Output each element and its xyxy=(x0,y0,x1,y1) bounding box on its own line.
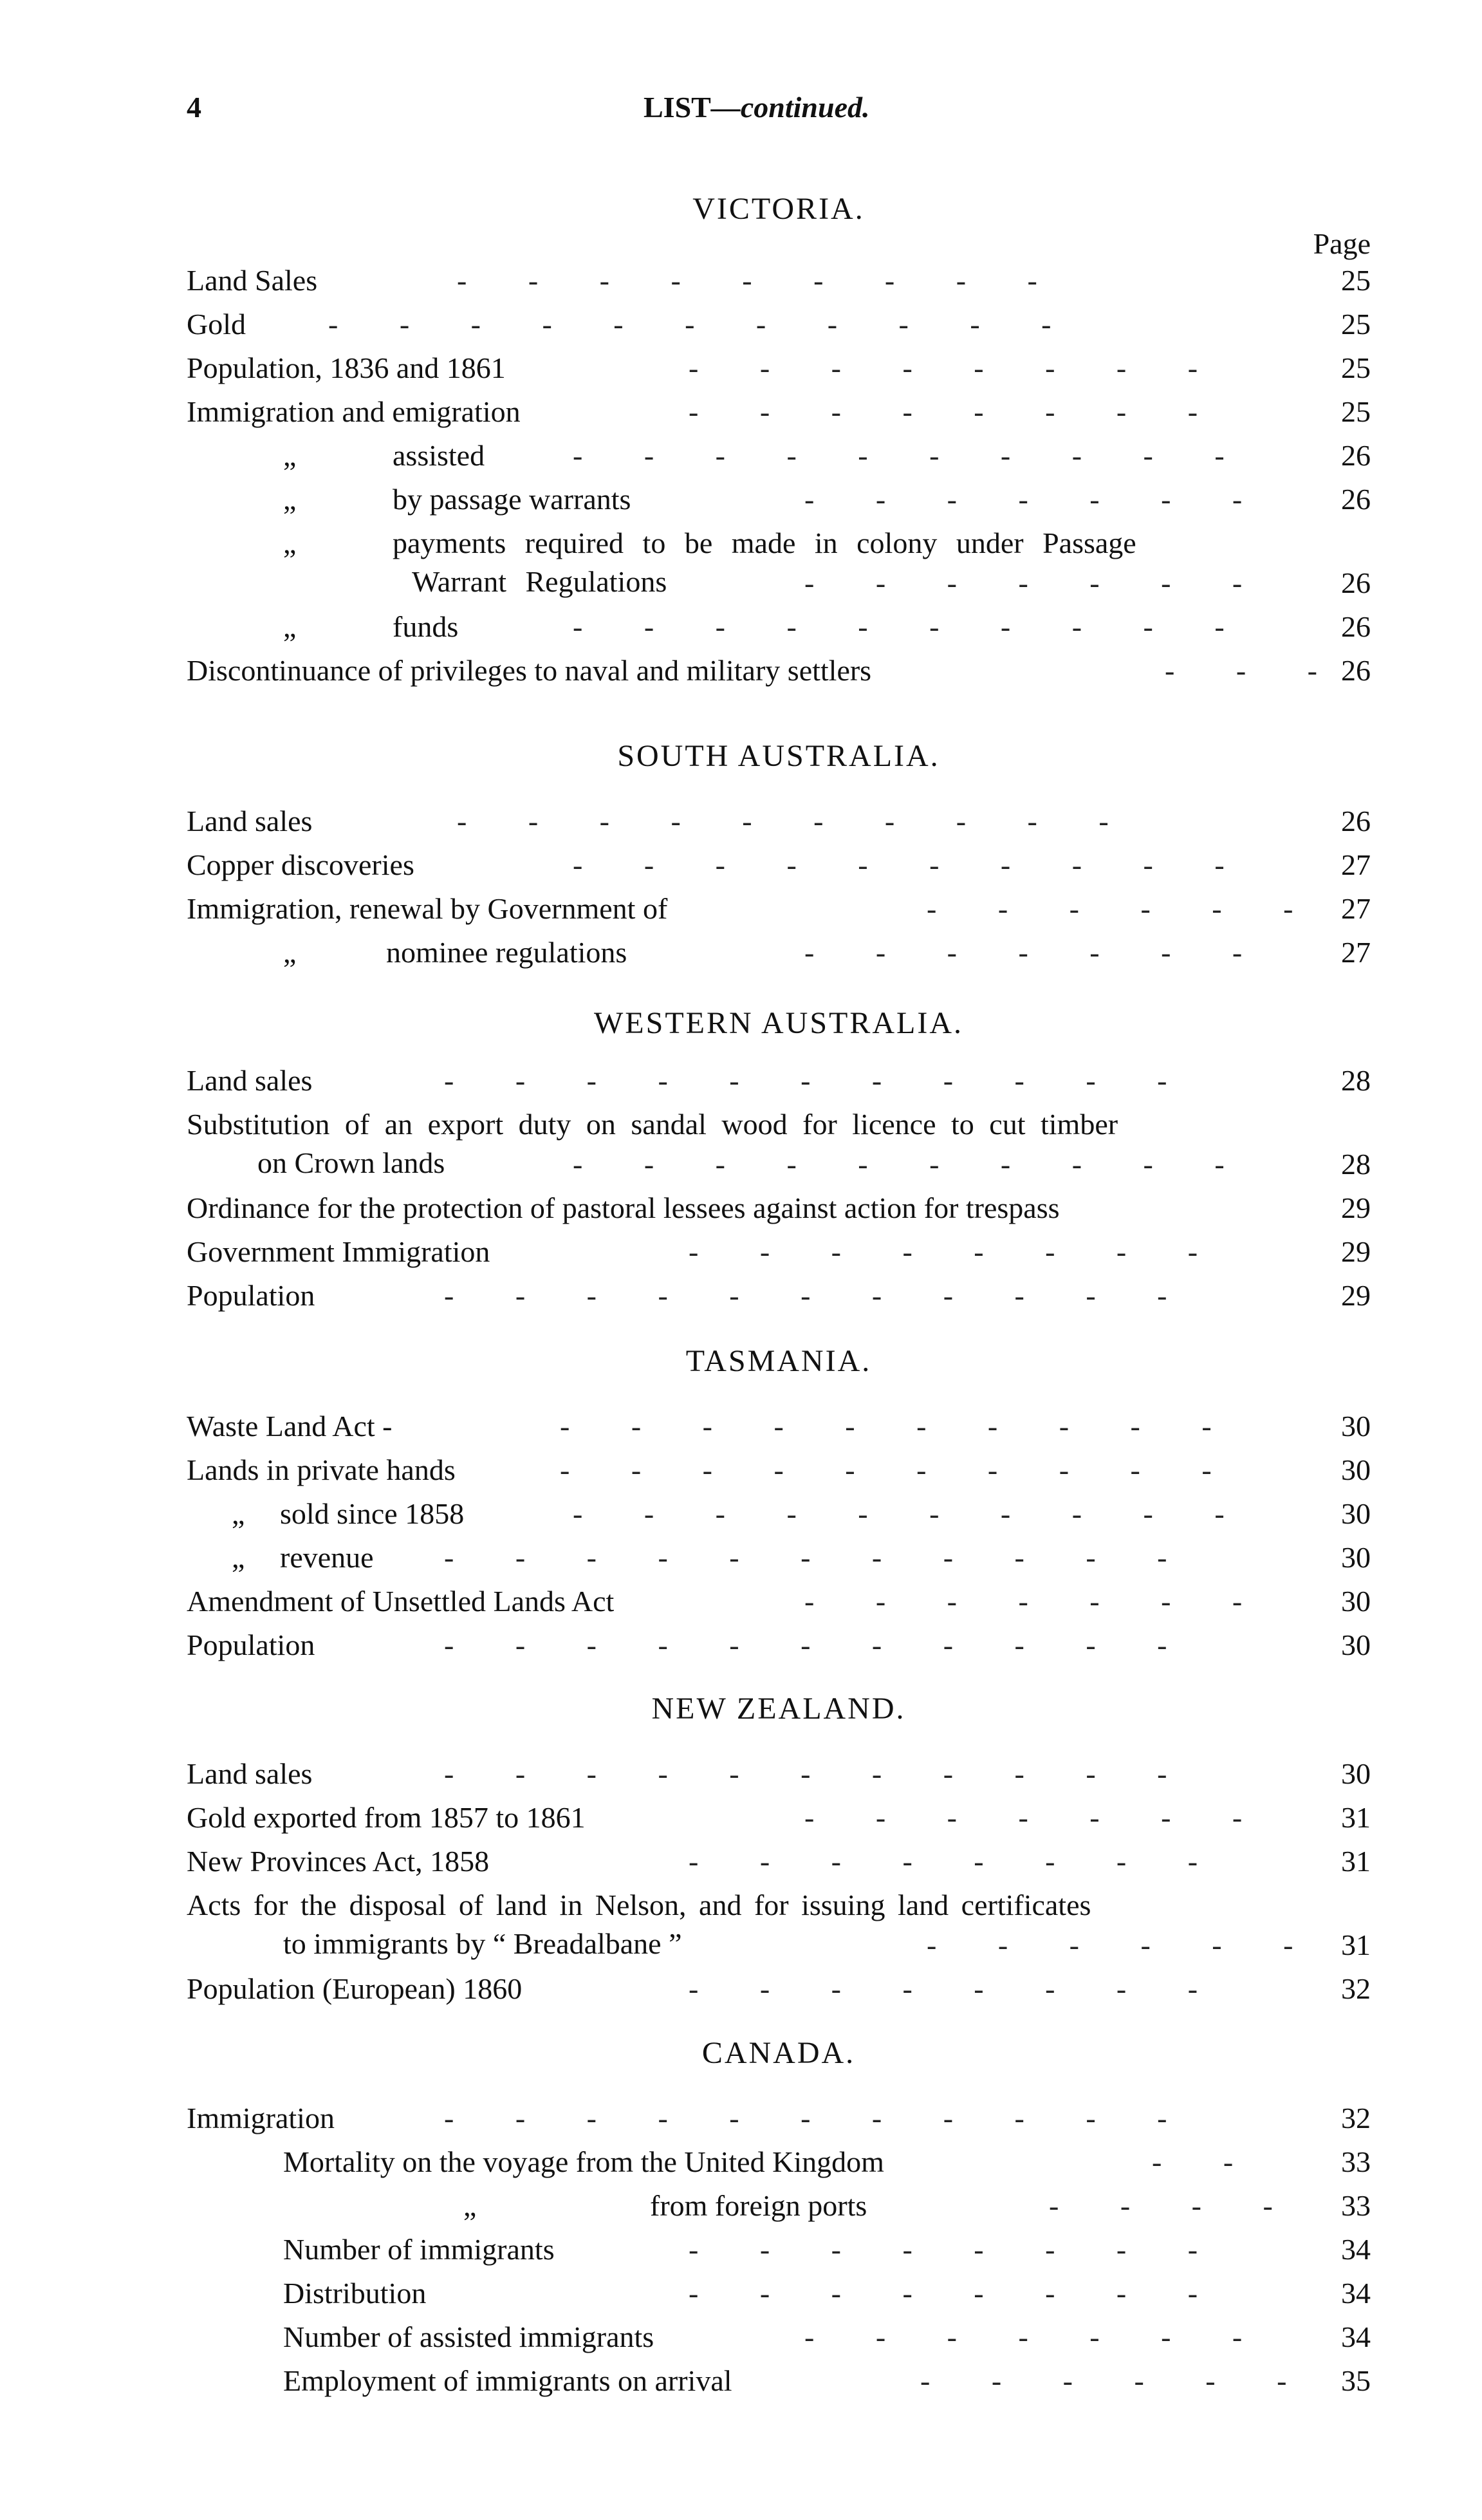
entry-label: Lands in private hands xyxy=(187,1453,456,1486)
list-item xyxy=(187,649,1371,693)
entry-label: Number of assisted immigrants xyxy=(283,2320,654,2353)
entry-page: 31 xyxy=(1341,1845,1371,1878)
entry-page: 30 xyxy=(1341,1757,1371,1790)
leader-dashes: - - - - - - xyxy=(927,892,1320,925)
section-title: CANADA. xyxy=(701,2036,856,2070)
list-item xyxy=(187,2228,1371,2272)
entry-label: Immigration and emigration xyxy=(187,395,521,428)
entry-label: sold since 1858 xyxy=(280,1497,465,1530)
leader-dashes: - - - - - - - - - - xyxy=(573,1497,1252,1530)
list-item xyxy=(187,1492,1371,1536)
entry-label-line2: on Crown lands xyxy=(257,1146,445,1179)
list-item xyxy=(187,1186,1371,1230)
leader-dashes: - - - - - - - - - - - xyxy=(328,308,1079,341)
entry-page: 31 xyxy=(1341,1928,1371,1961)
list-item xyxy=(187,1405,1371,1448)
entry-label: Amendment of Unsettled Lands Act xyxy=(187,1585,615,1618)
entry-label: Population (European) 1860 xyxy=(187,1972,523,2005)
list-item xyxy=(187,1103,1371,1186)
entry-label: Population xyxy=(187,1279,315,1312)
entry-page: 27 xyxy=(1341,936,1371,969)
section-title: SOUTH AUSTRALIA. xyxy=(617,739,940,773)
entry-page: 32 xyxy=(1341,1972,1371,2005)
leader-dashes: - - - - - - - - - - - xyxy=(444,1064,1194,1097)
entry-page: 26 xyxy=(1341,483,1371,516)
leader-dashes: - - - - - - - - xyxy=(689,2277,1225,2310)
leader-dashes: - - - - - - - - - - - xyxy=(444,1757,1194,1790)
list-item xyxy=(187,521,1371,605)
ditto-mark: „ xyxy=(232,1497,245,1530)
entry-page: 29 xyxy=(1341,1235,1371,1268)
running-head-text: LIST xyxy=(644,91,711,124)
entry-label: Land sales xyxy=(187,805,313,837)
leader-dashes: - - - - - - - - - - xyxy=(573,1148,1252,1181)
entry-page: 25 xyxy=(1341,264,1371,297)
leader-dashes: - - - - - - - - - - - xyxy=(444,2102,1194,2134)
entry-page: 26 xyxy=(1341,439,1371,472)
list-item xyxy=(187,931,1371,975)
leader-dashes: - - - - xyxy=(1049,2189,1300,2222)
list-item xyxy=(187,2140,1371,2184)
leader-dashes: - - - xyxy=(1165,654,1344,687)
entry-label: Employment of immigrants on arrival xyxy=(283,2364,732,2397)
leader-dashes: - - - - - - - - - - - xyxy=(444,1541,1194,1574)
entry-page: 34 xyxy=(1341,2277,1371,2310)
entry-page: 28 xyxy=(1341,1148,1371,1181)
list-item xyxy=(187,2272,1371,2315)
entry-label: Number of immigrants xyxy=(283,2233,555,2266)
entry-label: nominee regulations xyxy=(386,936,627,969)
leader-dashes: - - - - - - - - xyxy=(689,395,1225,428)
list-item xyxy=(187,843,1371,887)
list-item xyxy=(187,799,1371,843)
entry-page: 30 xyxy=(1341,1541,1371,1574)
leader-dashes: - - - - - - - xyxy=(804,566,1270,599)
leader-dashes: - - xyxy=(1152,2145,1261,2178)
leader-dashes: - - - - - - - - xyxy=(689,1235,1225,1268)
entry-page: 25 xyxy=(1341,308,1371,341)
list-item xyxy=(187,1883,1371,1967)
list-item xyxy=(187,1796,1371,1840)
entry-page: 28 xyxy=(1341,1064,1371,1097)
leader-dashes: - - - - - - - - - xyxy=(457,264,1064,297)
leader-dashes: - - - - - - - - xyxy=(689,351,1225,384)
leader-dashes: - - - - - - - - - - xyxy=(560,1453,1239,1486)
entry-page: 25 xyxy=(1341,351,1371,384)
entry-label: from foreign ports xyxy=(650,2189,867,2222)
leader-dashes: - - - - - - xyxy=(927,1928,1320,1961)
entry-page: 33 xyxy=(1341,2189,1371,2222)
leader-dashes: - - - - - - - - - - xyxy=(573,848,1252,881)
leader-dashes: - - - - - - - xyxy=(804,936,1270,969)
list-item xyxy=(187,887,1371,931)
leader-dashes: - - - - - - - - xyxy=(689,2233,1225,2266)
page-header xyxy=(0,90,1482,142)
running-head-continued: —continued. xyxy=(710,91,870,124)
entry-page: 25 xyxy=(1341,395,1371,428)
list-item xyxy=(187,390,1371,434)
entry-label-line1: Substitution of an export duty on sandal wood for licence to cut timber xyxy=(187,1108,1118,1141)
section-victoria xyxy=(187,187,1371,693)
list-item xyxy=(187,303,1371,346)
section-title: TASMANIA. xyxy=(685,1344,872,1378)
ditto-mark: „ xyxy=(283,483,297,516)
entry-page: 30 xyxy=(1341,1453,1371,1486)
entry-page: 30 xyxy=(1341,1497,1371,1530)
leader-dashes: - - - - - - - - - - xyxy=(573,610,1252,643)
entry-label-line1: Acts for the disposal of land in Nelson, and for issuing land certificates xyxy=(187,1889,1091,1921)
list-item xyxy=(187,1536,1371,1580)
entry-label: Land sales xyxy=(187,1757,313,1790)
entry-page: 30 xyxy=(1341,1585,1371,1618)
list-item xyxy=(187,1752,1371,1796)
list-item xyxy=(187,259,1371,303)
list-item xyxy=(187,1059,1371,1103)
leader-dashes: - - - - - - - - - - xyxy=(457,805,1136,837)
entry-label: funds xyxy=(393,610,459,643)
ditto-mark: „ xyxy=(463,2189,477,2222)
entry-label: revenue xyxy=(280,1541,374,1574)
list-item xyxy=(187,1274,1371,1318)
entry-page: 33 xyxy=(1341,2145,1371,2178)
entry-label-line2: Warrant Regulations xyxy=(412,565,667,598)
ditto-mark: „ xyxy=(232,1541,245,1574)
entry-label: Gold exported from 1857 to 1861 xyxy=(187,1801,586,1834)
ditto-mark: „ xyxy=(283,936,297,969)
entry-label: Copper discoveries xyxy=(187,848,414,881)
entry-page: 30 xyxy=(1341,1410,1371,1442)
section-western-australia xyxy=(187,1001,1371,1318)
leader-dashes: - - - - - - - - - - - xyxy=(444,1629,1194,1661)
page-number: 4 xyxy=(187,91,201,124)
list-item xyxy=(187,2315,1371,2359)
page-column-label: Page xyxy=(1313,227,1371,260)
section-title: WESTERN AUSTRALIA. xyxy=(594,1006,963,1040)
leader-dashes: - - - - - - - xyxy=(804,2320,1270,2353)
entry-page: 32 xyxy=(1341,2102,1371,2134)
entry-page: 27 xyxy=(1341,848,1371,881)
list-item xyxy=(187,1840,1371,1883)
entry-page: 30 xyxy=(1341,1629,1371,1661)
leader-dashes: - - - - - - - - - - - xyxy=(444,1279,1194,1312)
entry-page: 34 xyxy=(1341,2320,1371,2353)
list-item xyxy=(187,1230,1371,1274)
entry-page: 26 xyxy=(1341,654,1371,687)
leader-dashes: - - - - - - - - - - xyxy=(573,439,1252,472)
running-head xyxy=(644,90,870,124)
list-item xyxy=(187,1967,1371,2011)
section-south-australia xyxy=(187,734,1371,975)
section-title: VICTORIA. xyxy=(692,192,865,226)
entry-page: 27 xyxy=(1341,892,1371,925)
entry-page: 29 xyxy=(1341,1279,1371,1312)
entry-page: 26 xyxy=(1341,566,1371,599)
entry-label: Distribution xyxy=(283,2277,427,2310)
entry-page: 31 xyxy=(1341,1801,1371,1834)
entry-page: 26 xyxy=(1341,805,1371,837)
entry-label: Land Sales xyxy=(187,264,318,297)
list-item xyxy=(187,1448,1371,1492)
list-item xyxy=(187,2096,1371,2140)
entry-label: Waste Land Act - xyxy=(187,1410,393,1442)
list-item xyxy=(187,2359,1371,2403)
leader-dashes: - - - - - - - xyxy=(804,1585,1270,1618)
entry-page: 34 xyxy=(1341,2233,1371,2266)
leader-dashes: - - - - - - - xyxy=(804,483,1270,516)
section-new-zealand xyxy=(187,1686,1371,2011)
entry-label-line1: payments required to be made in colony under Passage xyxy=(393,527,1136,559)
leader-dashes: - - - - - - - - - - xyxy=(560,1410,1239,1442)
entry-label: Ordinance for the protection of pastoral lessees against action for trespass xyxy=(187,1191,1060,1224)
entry-page: 35 xyxy=(1341,2364,1371,2397)
entry-label: Gold xyxy=(187,308,246,341)
section-tasmania xyxy=(187,1339,1371,1667)
ditto-mark: „ xyxy=(283,527,297,559)
entry-label: Mortality on the voyage from the United Kingdom xyxy=(283,2145,884,2178)
entry-label: Population, 1836 and 1861 xyxy=(187,351,506,384)
list-item xyxy=(187,2184,1371,2228)
leader-dashes: - - - - - - xyxy=(920,2364,1314,2397)
entry-label: Immigration xyxy=(187,2102,335,2134)
entry-label: Government Immigration xyxy=(187,1235,490,1268)
list-item xyxy=(187,605,1371,649)
ditto-mark: „ xyxy=(283,610,297,643)
entry-label: Immigration, renewal by Government of xyxy=(187,892,668,925)
entry-label: Land sales xyxy=(187,1064,313,1097)
list-item xyxy=(187,478,1371,521)
leader-dashes: - - - - - - - - xyxy=(689,1972,1225,2005)
entry-page: 26 xyxy=(1341,610,1371,643)
entry-label: New Provinces Act, 1858 xyxy=(187,1845,490,1878)
list-item xyxy=(187,434,1371,478)
entry-label: Discontinuance of privileges to naval and military settlers xyxy=(187,654,872,687)
leader-dashes: - - - - - - - - xyxy=(689,1845,1225,1878)
entry-label-line2: to immigrants by “ Breadalbane ” xyxy=(283,1927,682,1960)
list-item xyxy=(187,1580,1371,1623)
list-item xyxy=(187,346,1371,390)
list-item xyxy=(187,1623,1371,1667)
ditto-mark: „ xyxy=(283,439,297,472)
section-title: NEW ZEALAND. xyxy=(651,1692,906,1726)
section-canada xyxy=(187,2031,1371,2403)
entry-label: Population xyxy=(187,1629,315,1661)
leader-dashes: - - - - - - - xyxy=(804,1801,1270,1834)
entry-label: assisted xyxy=(393,439,485,472)
entry-label: by passage warrants xyxy=(393,483,631,516)
entry-page: 29 xyxy=(1341,1191,1371,1224)
